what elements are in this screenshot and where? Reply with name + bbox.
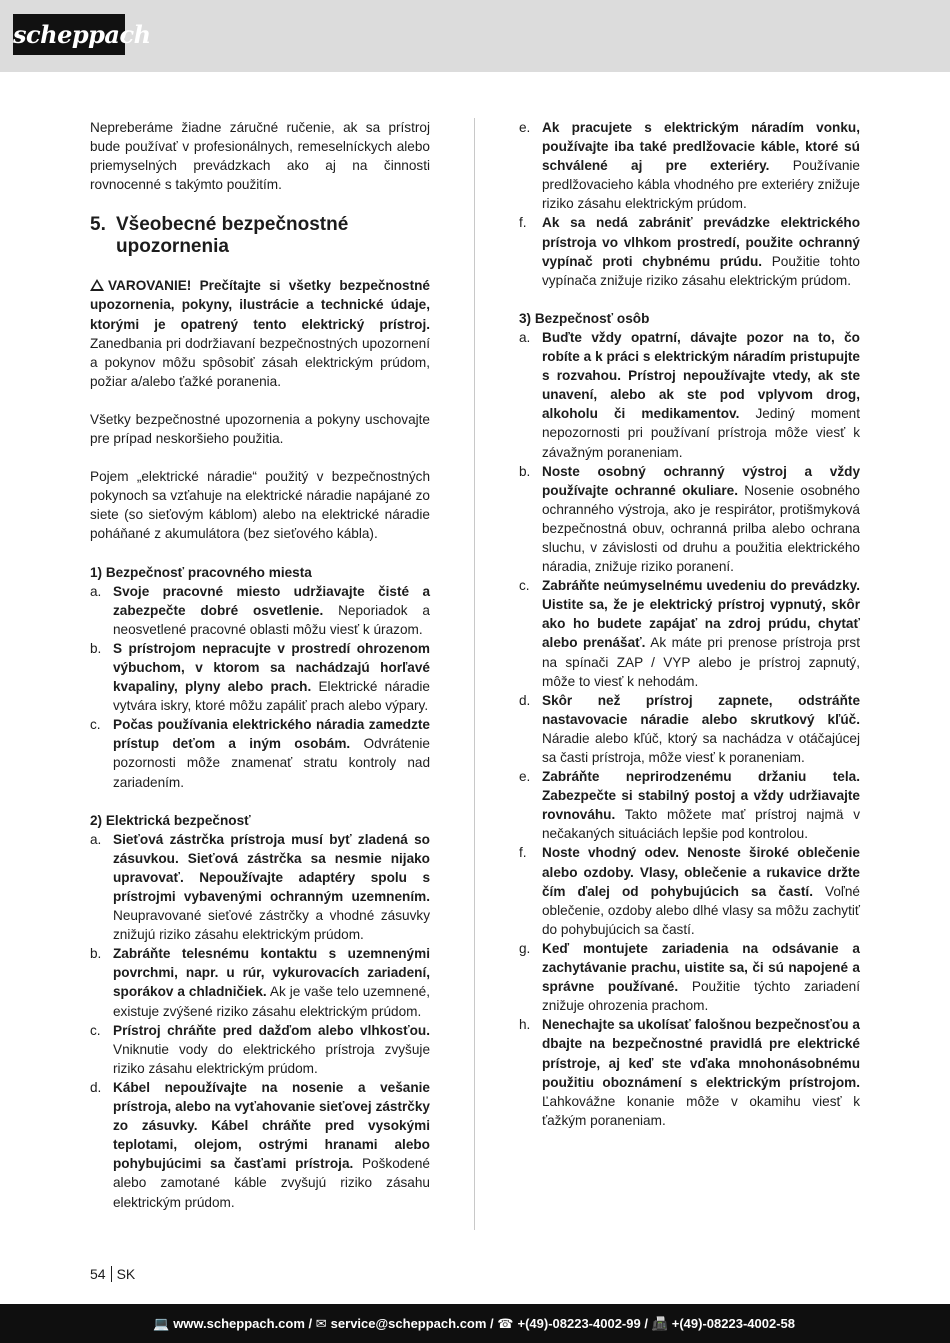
item-text: Elektrické náradie vytvára iskry, ktoré môžu zapáliť prach alebo výpary. xyxy=(113,679,430,714)
list-item xyxy=(519,576,860,691)
item-text: Neupravované sieťové zástrčky a vhodné zásuvky znižujú riziko zásahu elektrickým prúdom. xyxy=(113,908,430,943)
footer-email[interactable]: service@scheppach.com xyxy=(330,1316,487,1331)
item-text: Nosenie osobného ochranného výstroja, ako je respirátor, protišmyková bezpečnostná obuv, ochranná prilba alebo ochrana sluchu, v závislosti od druhu a použitia elektrického náradia, znižuje riziko poranení. xyxy=(542,482,860,575)
item-bold: S prístrojom nepracujte v prostredí ohrozenom výbuchom, v ktorom sa nachádzajú horľavé kvapaliny, plyny alebo prach. xyxy=(113,640,430,695)
item-text: Voľné oblečenie, ozdoby alebo dlhé vlasy sa môžu zachytiť do pohybujúcich sa častí. xyxy=(542,883,860,937)
item-bold: Zabráňte neprirodzenému držaniu tela. Zabezpečte si stabilný postoj a vždy udržiavajte rovnováhu. xyxy=(542,769,860,823)
fax-icon: 📠 xyxy=(651,1316,668,1331)
item-bold: Ak pracujete s elektrickým náradím vonku, používajte iba také predlžovacie káble, ktoré sú schválené aj pre exteriéry. xyxy=(542,120,860,174)
item-bold: Noste vhodný odev. Nenoste široké oblečenie alebo ozdoby. Vlasy, oblečenie a rukavice držte čím ďalej od pohybujúcich sa častí. xyxy=(542,845,860,899)
item-bold: Prístroj chráňte pred dažďom alebo vlhkosťou. xyxy=(113,1022,430,1038)
item-text: Jediný moment nepozornosti pri používaní prístroja môže viesť k závažným poraneniam. xyxy=(542,406,860,460)
section-heading xyxy=(90,214,430,258)
item-bold: Zabráňte neúmyselnému uvedeniu do prevádzky. Uistite sa, že je elektrický prístroj vypnutý, skôr ako ho budete zapájať na zdroj prúdu, chytať alebo prenášať. xyxy=(542,578,860,651)
item-marker: f. xyxy=(519,845,527,861)
right-column xyxy=(519,118,860,1130)
footer-separator: / xyxy=(640,1316,652,1331)
computer-icon: 💻 xyxy=(153,1316,170,1331)
item-marker: a. xyxy=(90,583,102,599)
left-column xyxy=(90,118,430,1212)
footer-bar xyxy=(0,1304,950,1343)
footer-separator: / xyxy=(486,1316,498,1331)
list-item xyxy=(90,830,430,945)
item-text: Poškodené alebo zamotané káble zvyšujú riziko zásahu elektrickým prúdom. xyxy=(113,1156,430,1210)
item-bold: Zabráňte telesnému kontaktu s uzemnenými povrchmi, napr. u rúr, vykurovacích zariadení, sporákov a chladničiek. xyxy=(113,946,430,1000)
item-marker: a. xyxy=(519,329,531,345)
warning-text: Zanedbania pri dodržiavaní bezpečnostných upozornení a pokynov môžu spôsobiť zásah elektrickým prúdom, požiar a/alebo ťažké poranenia. xyxy=(90,335,430,389)
warning-bold: VAROVANIE! Prečítajte si všetky bezpečnostné upozornenia, pokyny, ilustrácie a technické údaje, ktorými je opatrený tento elektrický prístroj. xyxy=(90,278,430,332)
item-marker: c. xyxy=(90,1022,101,1038)
item-bold: Keď montujete zariadenia na odsávanie a zachytávanie prachu, uistite sa, či sú napojené a správne používané. xyxy=(542,940,860,995)
list-item xyxy=(519,691,860,767)
item-marker: d. xyxy=(90,1079,102,1095)
item-marker: e. xyxy=(519,769,531,785)
item-marker: g. xyxy=(519,940,531,956)
list-item xyxy=(90,1078,430,1212)
item-marker: a. xyxy=(90,831,102,847)
subsection-title-electrical: 2) Elektrická bezpečnosť xyxy=(90,812,251,828)
item-marker: e. xyxy=(519,120,531,135)
phone-icon: ☎ xyxy=(497,1316,514,1331)
list-item xyxy=(90,639,430,715)
column-divider xyxy=(474,118,475,1230)
list-item xyxy=(90,944,430,1020)
term-definition-paragraph: Pojem „elektrické náradie“ použitý v bezpečnostných pokynoch sa vzťahuje na elektrické náradie napájané zo siete (so sieťovým káblom) alebo na elektrické náradie poháňané z akumulátora (bez sieťového kábla). xyxy=(90,469,430,542)
item-bold: Ak sa nedá zabrániť prevádzke elektrického prístroja vo vlhkom prostredí, použite ochranný vypínač proti chybnému prúdu. xyxy=(542,215,860,269)
list-item xyxy=(519,328,860,462)
item-text: Neporiadok a neosvetlené pracovné oblasti môžu viesť k úrazom. xyxy=(113,602,430,637)
footer-phone: +(49)-08223-4002-99 xyxy=(517,1316,641,1331)
item-text: Ak je vaše telo uzemnené, existuje zvýšené riziko zásahu elektrickým prúdom. xyxy=(113,984,431,1019)
item-bold: Noste osobný ochranný výstroj a vždy používajte ochranné okuliare. xyxy=(542,463,860,498)
section-title: Všeobecné bezpečnostné upozornenia xyxy=(116,214,349,258)
item-marker: b. xyxy=(519,463,531,479)
item-bold: Počas používania elektrického náradia zamedzte prístup deťom a iným osobám. xyxy=(113,717,430,752)
page-language: SK xyxy=(116,1266,136,1282)
keep-instructions-paragraph: Všetky bezpečnostné upozornenia a pokyny uschovajte pre prípad neskoršieho použitia. xyxy=(90,411,430,447)
item-text: Ak máte pri prenose prístroja prst na spínači ZAP / VYP alebo je prístroj zapnutý, môže to viesť k nehodám. xyxy=(542,635,860,689)
section-number: 5. xyxy=(90,214,106,236)
list-item xyxy=(519,1015,860,1130)
footer-contacts xyxy=(153,1304,795,1343)
item-bold: Skôr než prístroj zapnete, odstráňte nastavovacie náradie alebo skrutkový kľúč. xyxy=(542,692,860,727)
electrical-safety-list-continued xyxy=(519,118,860,290)
subsection-title-workplace: 1) Bezpečnosť pracovného miesta xyxy=(90,564,312,580)
electrical-safety-list xyxy=(90,830,430,1212)
item-text: Vniknutie vody do elektrického prístroja zvyšuje riziko zásahu elektrickým prúdom. xyxy=(113,1041,430,1076)
item-bold: Nenechajte sa ukolísať falošnou bezpečnosťou a dbajte na bezpečnostné pravidlá pre elektrické prístroje, aj keď ste vďaka mnohonásobnému použitiu oboznámení s elektrickým prístrojom. xyxy=(542,1017,860,1090)
list-item xyxy=(519,843,860,938)
item-text: Ľahkovážne konanie môže v okamihu viesť k ťažkým poraneniam. xyxy=(542,1093,860,1128)
item-text: Použitie týchto zariadení znižuje ohrozenia prachom. xyxy=(542,979,860,1014)
intro-paragraph: Nepreberáme žiadne záručné ručenie, ak sa prístroj bude používať v profesionálnych, remeselníckych alebo priemyselných prevádzkach ako aj na činnosti rovnocenné s takýmto použitím. xyxy=(90,120,430,193)
item-text: Náradie alebo kľúč, ktorý sa nachádza v otáčajúcej sa časti prístroja, môže viesť k poraneniam. xyxy=(542,730,860,765)
subsection-title-personal: 3) Bezpečnosť osôb xyxy=(519,310,650,326)
item-bold: Svoje pracovné miesto udržiavajte čisté a zabezpečte dobré osvetlenie. xyxy=(113,583,430,618)
list-item xyxy=(519,767,860,843)
list-item xyxy=(519,118,860,213)
item-marker: f. xyxy=(519,215,527,231)
header-bar xyxy=(0,0,950,72)
item-marker: h. xyxy=(519,1017,531,1033)
item-text: Použitie tohto vypínača znižuje riziko zásahu elektrickým prúdom. xyxy=(542,253,860,288)
personal-safety-list xyxy=(519,328,860,1130)
list-item xyxy=(90,1021,430,1078)
scheppach-logo: scheppach xyxy=(13,14,125,55)
item-marker: b. xyxy=(90,640,102,656)
list-item xyxy=(90,582,430,639)
list-item xyxy=(519,939,860,1015)
item-bold: Buďte vždy opatrní, dávajte pozor na to, čo robíte a k práci s elektrickým náradím pristupujte s rozvahou. Prístroj nepoužívajte vtedy, ak ste unavení, alebo ak ste pod vplyvom drog, alkoholu či medikamentov. xyxy=(542,329,860,422)
item-marker: c. xyxy=(90,717,101,733)
mail-icon: ✉ xyxy=(315,1316,327,1331)
footer-website[interactable]: www.scheppach.com xyxy=(173,1316,305,1331)
list-item xyxy=(90,715,430,791)
item-text: Používanie predlžovacieho kábla vhodného pre exteriéry znižuje riziko zásahu elektrickým prúdom. xyxy=(542,158,860,212)
workplace-safety-list xyxy=(90,582,430,792)
item-marker: b. xyxy=(90,946,102,962)
item-bold: Sieťová zástrčka prístroja musí byť zladená so zásuvkou. Sieťová zástrčka sa nesmie nijako upravovať. Nepoužívajte adaptéry spolu s prístrojmi vybavenými ochranným uzemnením. xyxy=(113,831,430,904)
item-marker: d. xyxy=(519,692,531,708)
warning-triangle-icon xyxy=(90,279,104,291)
footer-separator: / xyxy=(304,1316,316,1331)
page-number xyxy=(90,1265,135,1283)
item-text: Takto môžete mať prístroj najmä v nečakaných situáciách lepšie pod kontrolou. xyxy=(542,807,860,842)
page-number-value: 54 xyxy=(90,1266,106,1282)
item-marker: c. xyxy=(519,578,530,594)
footer-fax: +(49)-08223-4002-58 xyxy=(671,1316,795,1331)
item-bold: Kábel nepoužívajte na nosenie a vešanie prístroja, alebo na vyťahovanie sieťovej zástrčky zo zásuvky. Kábel chráňte pred vysokými teplotami, olejom, ostrými hranami alebo pohybujúcimi sa časťami prístroja. xyxy=(113,1079,430,1172)
item-text: Odvrátenie pozornosti môže znamenať stratu kontroly nad zariadením. xyxy=(113,736,430,790)
page-number-separator xyxy=(111,1266,112,1282)
warning-paragraph xyxy=(90,276,430,391)
list-item xyxy=(519,462,860,577)
list-item xyxy=(519,213,860,289)
